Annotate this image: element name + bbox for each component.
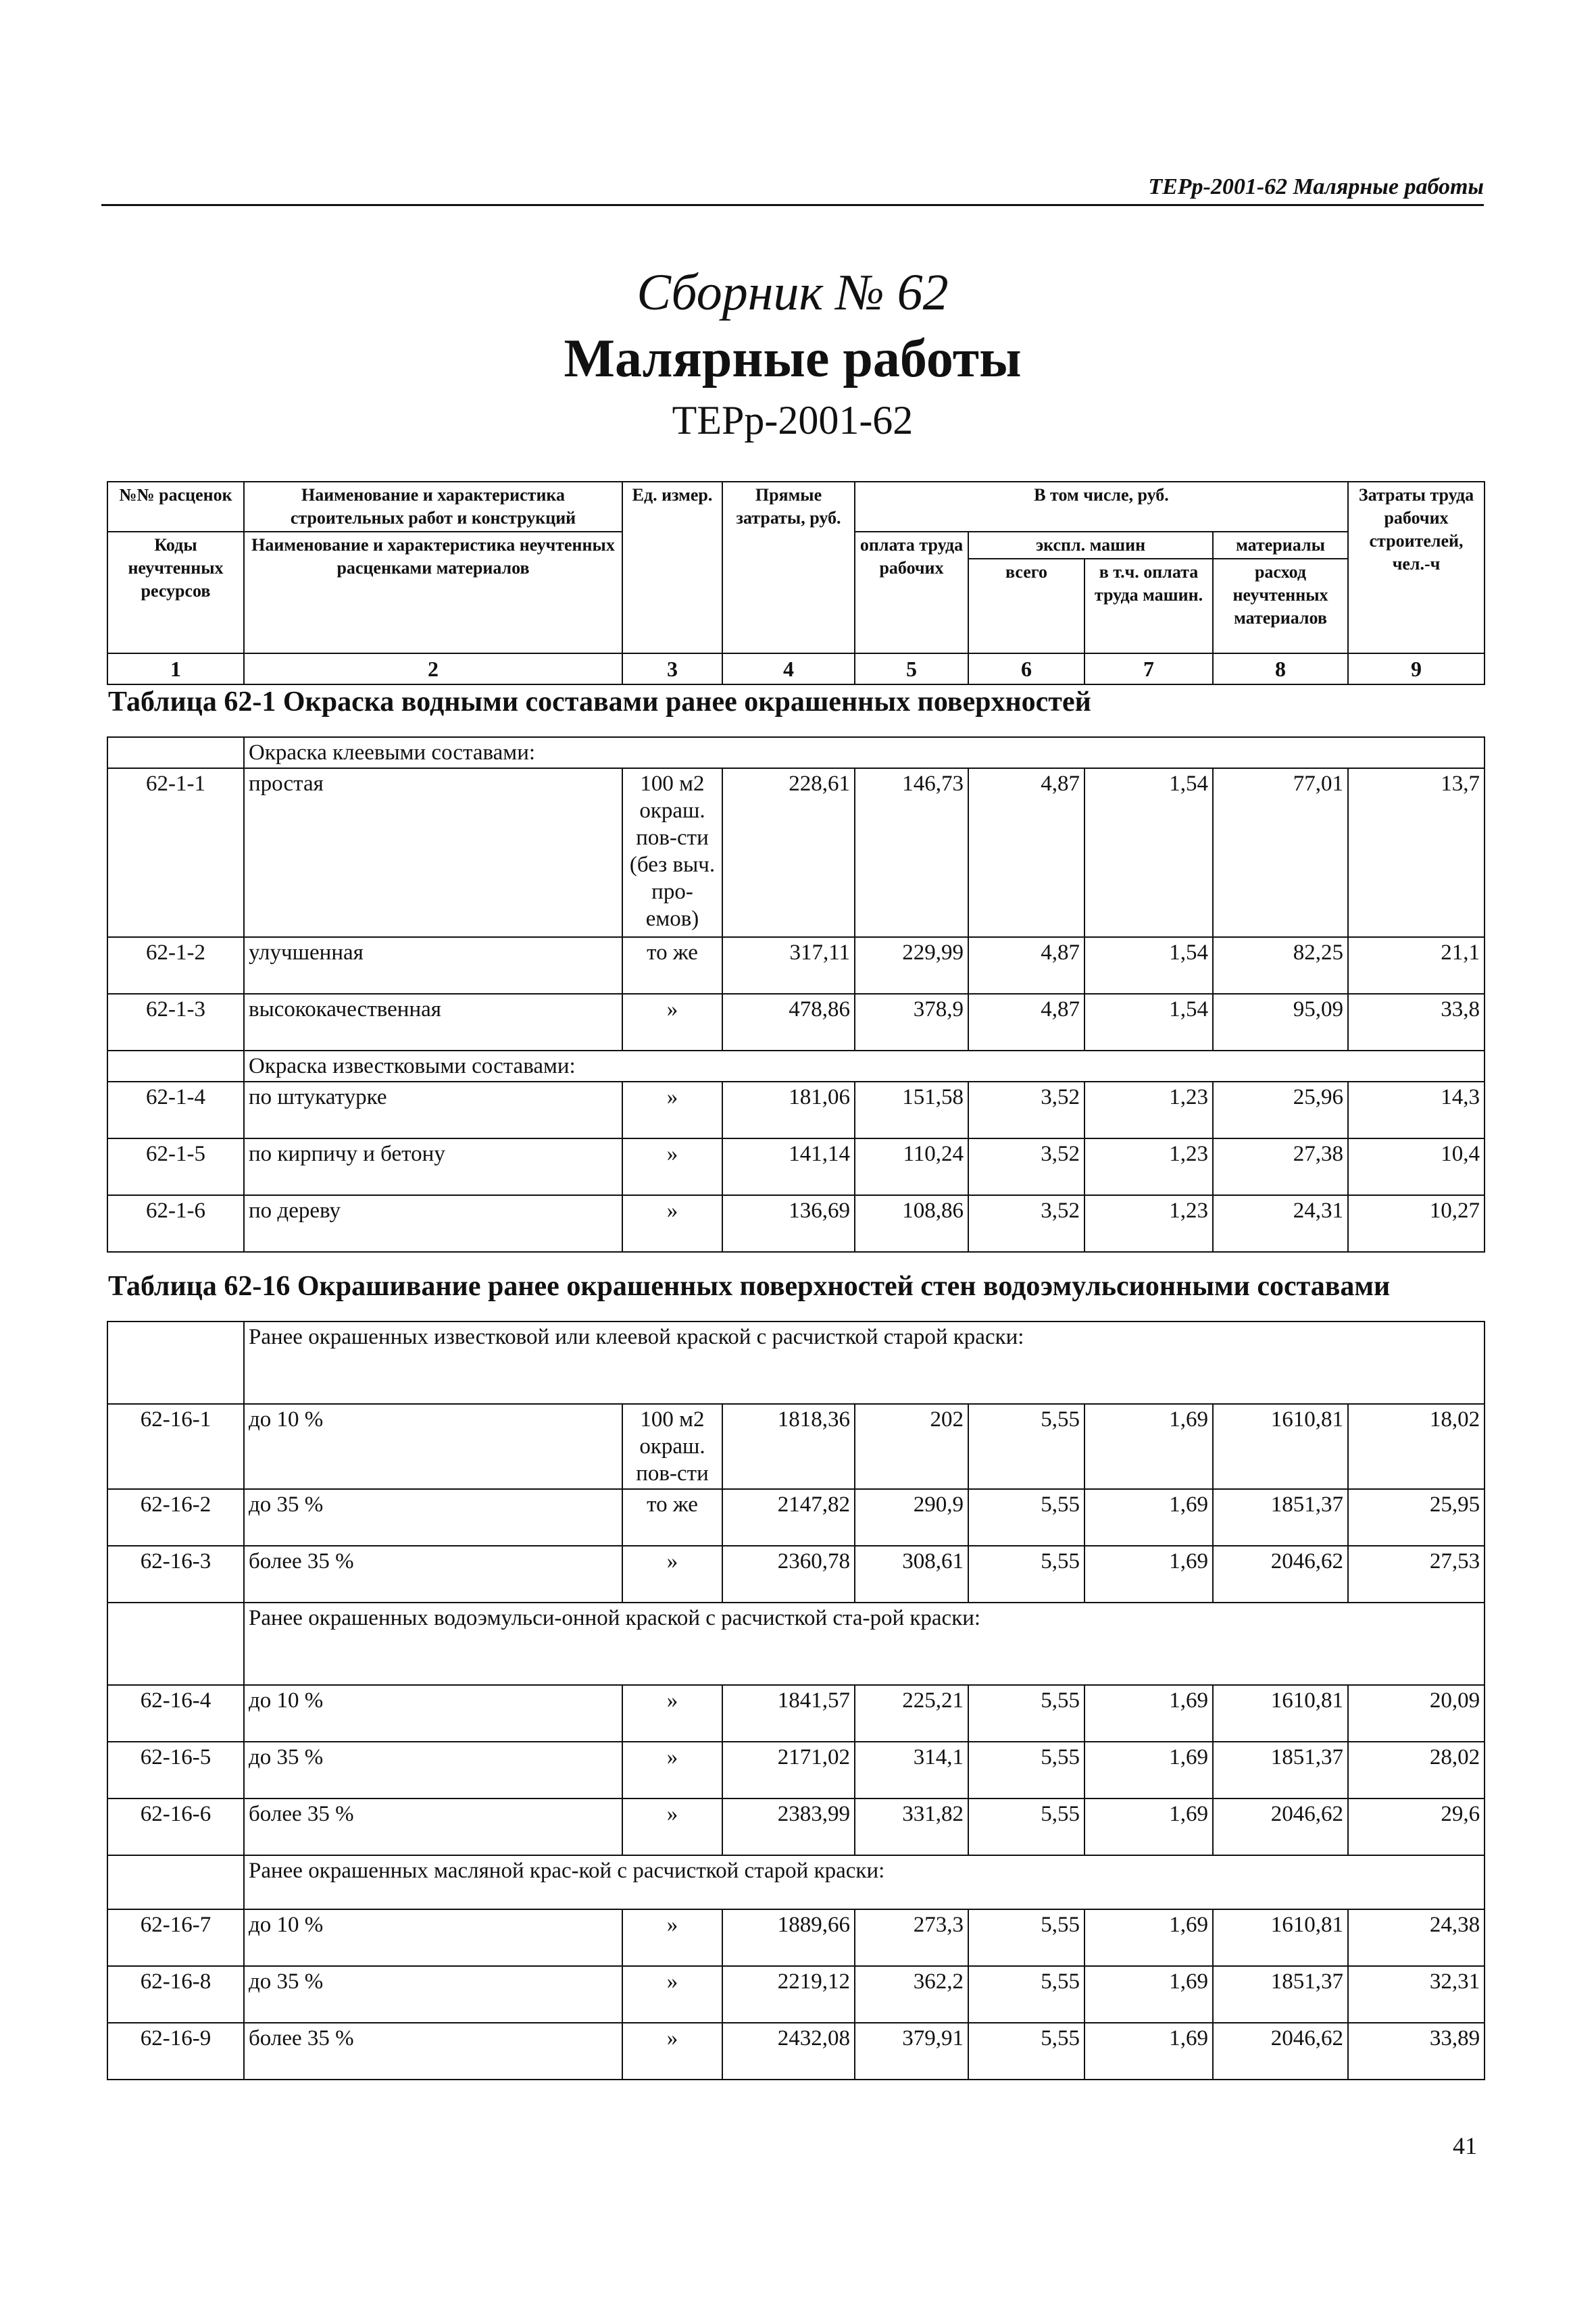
table-row: [107, 937, 1485, 994]
empty-cell: [107, 737, 244, 768]
unit-of-measure: то же: [622, 1489, 722, 1546]
labor-hours: 33,8: [1348, 994, 1485, 1051]
table-row: [107, 768, 1485, 937]
col2-header-top: Наименование и характеристика строительных работ и конструкций: [244, 482, 622, 532]
machine-labor-pay: 1,69: [1084, 2023, 1213, 2080]
work-name: по штукатурке: [244, 1082, 622, 1138]
labor-pay-header: оплата труда рабочих: [855, 532, 968, 653]
unit-of-measure: »: [622, 1546, 722, 1603]
labor-pay: 110,24: [855, 1138, 968, 1195]
work-name: до 35 %: [244, 1966, 622, 2023]
machine-labor-pay: 1,69: [1084, 1966, 1213, 2023]
labor-pay: 362,2: [855, 1966, 968, 2023]
unit-of-measure: 100 м2 окраш. пов-сти: [622, 1404, 722, 1489]
group-label-row: [107, 1051, 1485, 1082]
direct-cost: 2360,78: [722, 1546, 855, 1603]
empty-cell: [107, 1855, 244, 1909]
col-number: 4: [722, 653, 855, 684]
direct-cost: 181,06: [722, 1082, 855, 1138]
unit-of-measure: »: [622, 1195, 722, 1252]
rate-code: 62-1-2: [107, 937, 244, 994]
work-name: улучшенная: [244, 937, 622, 994]
col1-header-top: №№ расценок: [107, 482, 244, 532]
table-row: [107, 1138, 1485, 1195]
machine-cost: 5,55: [968, 1404, 1084, 1489]
direct-cost: 1889,66: [722, 1909, 855, 1966]
machine-labor-pay: 1,69: [1084, 1742, 1213, 1799]
machine-cost: 3,52: [968, 1082, 1084, 1138]
materials-cost: 2046,62: [1213, 2023, 1348, 2080]
rate-code: 62-1-3: [107, 994, 244, 1051]
machine-labor-pay: 1,54: [1084, 937, 1213, 994]
col3-header: Ед. измер.: [622, 482, 722, 653]
work-name: до 10 %: [244, 1909, 622, 1966]
materials-sub-header: расход неучтенных материалов: [1213, 559, 1348, 653]
work-name: до 35 %: [244, 1489, 622, 1546]
rate-code: 62-16-5: [107, 1742, 244, 1799]
labor-pay: 273,3: [855, 1909, 968, 1966]
running-header: ТЕРр-2001-62 Малярные работы: [1148, 174, 1484, 199]
unit-of-measure: »: [622, 2023, 722, 2080]
title-block: [101, 260, 1484, 448]
collection-code: ТЕРр-2001-62: [672, 398, 914, 443]
work-name: до 35 %: [244, 1742, 622, 1799]
labor-hours: 32,31: [1348, 1966, 1485, 2023]
work-name: по дереву: [244, 1195, 622, 1252]
labor-hours: 28,02: [1348, 1742, 1485, 1799]
empty-cell: [107, 1603, 244, 1685]
labor-pay: 146,73: [855, 768, 968, 937]
labor-pay: 151,58: [855, 1082, 968, 1138]
table-row: [107, 1082, 1485, 1138]
labor-pay: 202: [855, 1404, 968, 1489]
materials-cost: 1610,81: [1213, 1404, 1348, 1489]
labor-pay: 378,9: [855, 994, 968, 1051]
rate-code: 62-16-4: [107, 1685, 244, 1742]
materials-cost: 2046,62: [1213, 1799, 1348, 1855]
labor-pay: 225,21: [855, 1685, 968, 1742]
machine-cost: 5,55: [968, 1799, 1084, 1855]
materials-cost: 77,01: [1213, 768, 1348, 937]
labor-hours: 13,7: [1348, 768, 1485, 937]
group-label: Ранее окрашенных масляной крас-кой с расчисткой старой краски:: [244, 1855, 1485, 1909]
rate-code: 62-16-9: [107, 2023, 244, 2080]
rate-code: 62-1-4: [107, 1082, 244, 1138]
machine-cost: 3,52: [968, 1138, 1084, 1195]
machine-labor-pay: 1,69: [1084, 1546, 1213, 1603]
rate-code: 62-16-8: [107, 1966, 244, 2023]
collection-subject: Малярные работы: [564, 329, 1022, 388]
machine-cost: 5,55: [968, 1966, 1084, 2023]
labor-hours: 14,3: [1348, 1082, 1485, 1138]
machine-cost: 5,55: [968, 1489, 1084, 1546]
rate-code: 62-16-6: [107, 1799, 244, 1855]
col-number: 7: [1084, 653, 1213, 684]
labor-hours: 18,02: [1348, 1404, 1485, 1489]
rate-code: 62-16-7: [107, 1909, 244, 1966]
direct-cost: 2383,99: [722, 1799, 855, 1855]
machine-labor-pay: 1,69: [1084, 1909, 1213, 1966]
direct-cost: 228,61: [722, 768, 855, 937]
labor-pay: 331,82: [855, 1799, 968, 1855]
labor-hours: 33,89: [1348, 2023, 1485, 2080]
unit-of-measure: »: [622, 1685, 722, 1742]
labor-hours: 24,38: [1348, 1909, 1485, 1966]
unit-of-measure: »: [622, 1909, 722, 1966]
materials-cost: 25,96: [1213, 1082, 1348, 1138]
labor-pay: 229,99: [855, 937, 968, 994]
machine-cost: 5,55: [968, 1909, 1084, 1966]
direct-cost: 317,11: [722, 937, 855, 994]
labor-pay: 314,1: [855, 1742, 968, 1799]
machine-cost: 4,87: [968, 768, 1084, 937]
column-header-table: [107, 481, 1485, 685]
direct-cost: 141,14: [722, 1138, 855, 1195]
rate-code: 62-16-3: [107, 1546, 244, 1603]
machines-total-header: всего: [968, 559, 1084, 653]
table-row: [107, 1404, 1485, 1489]
group-label: Ранее окрашенных водоэмульси-онной краской с расчисткой ста-рой краски:: [244, 1603, 1485, 1685]
labor-hours: 10,27: [1348, 1195, 1485, 1252]
group-label-row: [107, 1855, 1485, 1909]
machine-cost: 5,55: [968, 1685, 1084, 1742]
machine-labor-pay: 1,23: [1084, 1082, 1213, 1138]
unit-of-measure: »: [622, 994, 722, 1051]
labor-pay: 108,86: [855, 1195, 968, 1252]
materials-header: материалы: [1213, 532, 1348, 559]
empty-cell: [107, 1051, 244, 1082]
table-row: [107, 1966, 1485, 2023]
machine-labor-pay: 1,54: [1084, 768, 1213, 937]
unit-of-measure: то же: [622, 937, 722, 994]
materials-cost: 1851,37: [1213, 1742, 1348, 1799]
machine-cost: 3,52: [968, 1195, 1084, 1252]
direct-cost: 2432,08: [722, 2023, 855, 2080]
direct-cost: 2219,12: [722, 1966, 855, 2023]
machines-header: экспл. машин: [968, 532, 1213, 559]
header-rule: [101, 204, 1484, 206]
rate-code: 62-1-1: [107, 768, 244, 937]
machine-cost: 5,55: [968, 1742, 1084, 1799]
col-number: 6: [968, 653, 1084, 684]
table-row: [107, 2023, 1485, 2080]
machine-labor-pay: 1,23: [1084, 1195, 1213, 1252]
labor-pay: 379,91: [855, 2023, 968, 2080]
rate-code: 62-16-1: [107, 1404, 244, 1489]
page-number: 41: [1453, 2132, 1477, 2159]
machine-cost: 5,55: [968, 1546, 1084, 1603]
machine-labor-pay: 1,23: [1084, 1138, 1213, 1195]
unit-of-measure: 100 м2 окраш. пов-сти (без выч. про-емов): [622, 768, 722, 937]
unit-of-measure: »: [622, 1742, 722, 1799]
table-row: [107, 1195, 1485, 1252]
machine-labor-pay: 1,69: [1084, 1404, 1213, 1489]
work-name: до 10 %: [244, 1404, 622, 1489]
group-label: Окраска известковыми составами:: [244, 1051, 1485, 1082]
table-row: [107, 1742, 1485, 1799]
labor-hours: 21,1: [1348, 937, 1485, 994]
machine-labor-pay: 1,54: [1084, 994, 1213, 1051]
materials-cost: 95,09: [1213, 994, 1348, 1051]
labor-pay: 290,9: [855, 1489, 968, 1546]
rate-code: 62-16-2: [107, 1489, 244, 1546]
table-row: [107, 1685, 1485, 1742]
work-name: простая: [244, 768, 622, 937]
work-name: до 10 %: [244, 1685, 622, 1742]
work-name: более 35 %: [244, 1799, 622, 1855]
labor-hours: 20,09: [1348, 1685, 1485, 1742]
machine-labor-pay: 1,69: [1084, 1799, 1213, 1855]
direct-cost: 136,69: [722, 1195, 855, 1252]
group-label-row: [107, 1603, 1485, 1685]
rate-code: 62-1-6: [107, 1195, 244, 1252]
table-row: [107, 1489, 1485, 1546]
group-label-row: [107, 1322, 1485, 1404]
unit-of-measure: »: [622, 1966, 722, 2023]
col-number: 3: [622, 653, 722, 684]
unit-of-measure: »: [622, 1799, 722, 1855]
machine-labor-pay: 1,69: [1084, 1685, 1213, 1742]
collection-title: Сборник № 62: [637, 264, 949, 321]
work-name: по кирпичу и бетону: [244, 1138, 622, 1195]
table2: [107, 1321, 1485, 2080]
table-row: [107, 1799, 1485, 1855]
machines-labor-header: в т.ч. оплата труда машин.: [1084, 559, 1213, 653]
direct-cost: 1818,36: [722, 1404, 855, 1489]
col4-header: Прямые затраты, руб.: [722, 482, 855, 653]
col-number: 5: [855, 653, 968, 684]
col-number: 2: [244, 653, 622, 684]
col-number: 9: [1348, 653, 1485, 684]
col9-header: Затраты труда рабочих строителей, чел.-ч: [1348, 482, 1485, 653]
col-number: 1: [107, 653, 244, 684]
table1: [107, 736, 1485, 1253]
group-label: Ранее окрашенных известковой или клеевой краской с расчисткой старой краски:: [244, 1322, 1485, 1404]
empty-cell: [107, 1322, 244, 1404]
materials-cost: 82,25: [1213, 937, 1348, 994]
machine-cost: 4,87: [968, 994, 1084, 1051]
work-name: более 35 %: [244, 1546, 622, 1603]
labor-pay: 308,61: [855, 1546, 968, 1603]
direct-cost: 478,86: [722, 994, 855, 1051]
labor-hours: 29,6: [1348, 1799, 1485, 1855]
unit-of-measure: »: [622, 1138, 722, 1195]
col1-header-bottom: Коды неучтенных ресурсов: [107, 532, 244, 653]
unit-of-measure: »: [622, 1082, 722, 1138]
work-name: более 35 %: [244, 2023, 622, 2080]
labor-hours: 25,95: [1348, 1489, 1485, 1546]
direct-cost: 2171,02: [722, 1742, 855, 1799]
labor-hours: 27,53: [1348, 1546, 1485, 1603]
machine-cost: 4,87: [968, 937, 1084, 994]
col-number: 8: [1213, 653, 1348, 684]
group-label-row: [107, 737, 1485, 768]
in-total-header: В том числе, руб.: [855, 482, 1348, 532]
machine-labor-pay: 1,69: [1084, 1489, 1213, 1546]
group-label: Окраска клеевыми составами:: [244, 737, 1485, 768]
materials-cost: 27,38: [1213, 1138, 1348, 1195]
work-name: высококачественная: [244, 994, 622, 1051]
materials-cost: 1851,37: [1213, 1966, 1348, 2023]
machine-cost: 5,55: [968, 2023, 1084, 2080]
direct-cost: 2147,82: [722, 1489, 855, 1546]
table-row: [107, 994, 1485, 1051]
materials-cost: 1610,81: [1213, 1909, 1348, 1966]
col2-header-bottom: Наименование и характеристика неучтенных расценками материалов: [244, 532, 622, 653]
table1-title: Таблица 62-1 Окраска водными составами ранее окрашенных поверхностей: [108, 686, 1091, 718]
table-row: [107, 1546, 1485, 1603]
materials-cost: 1851,37: [1213, 1489, 1348, 1546]
table-row: [107, 1909, 1485, 1966]
materials-cost: 1610,81: [1213, 1685, 1348, 1742]
rate-code: 62-1-5: [107, 1138, 244, 1195]
direct-cost: 1841,57: [722, 1685, 855, 1742]
materials-cost: 24,31: [1213, 1195, 1348, 1252]
materials-cost: 2046,62: [1213, 1546, 1348, 1603]
table2-title: Таблица 62-16 Окрашивание ранее окрашенных поверхностей стен водоэмульсионными составами: [108, 1271, 1391, 1302]
labor-hours: 10,4: [1348, 1138, 1485, 1195]
